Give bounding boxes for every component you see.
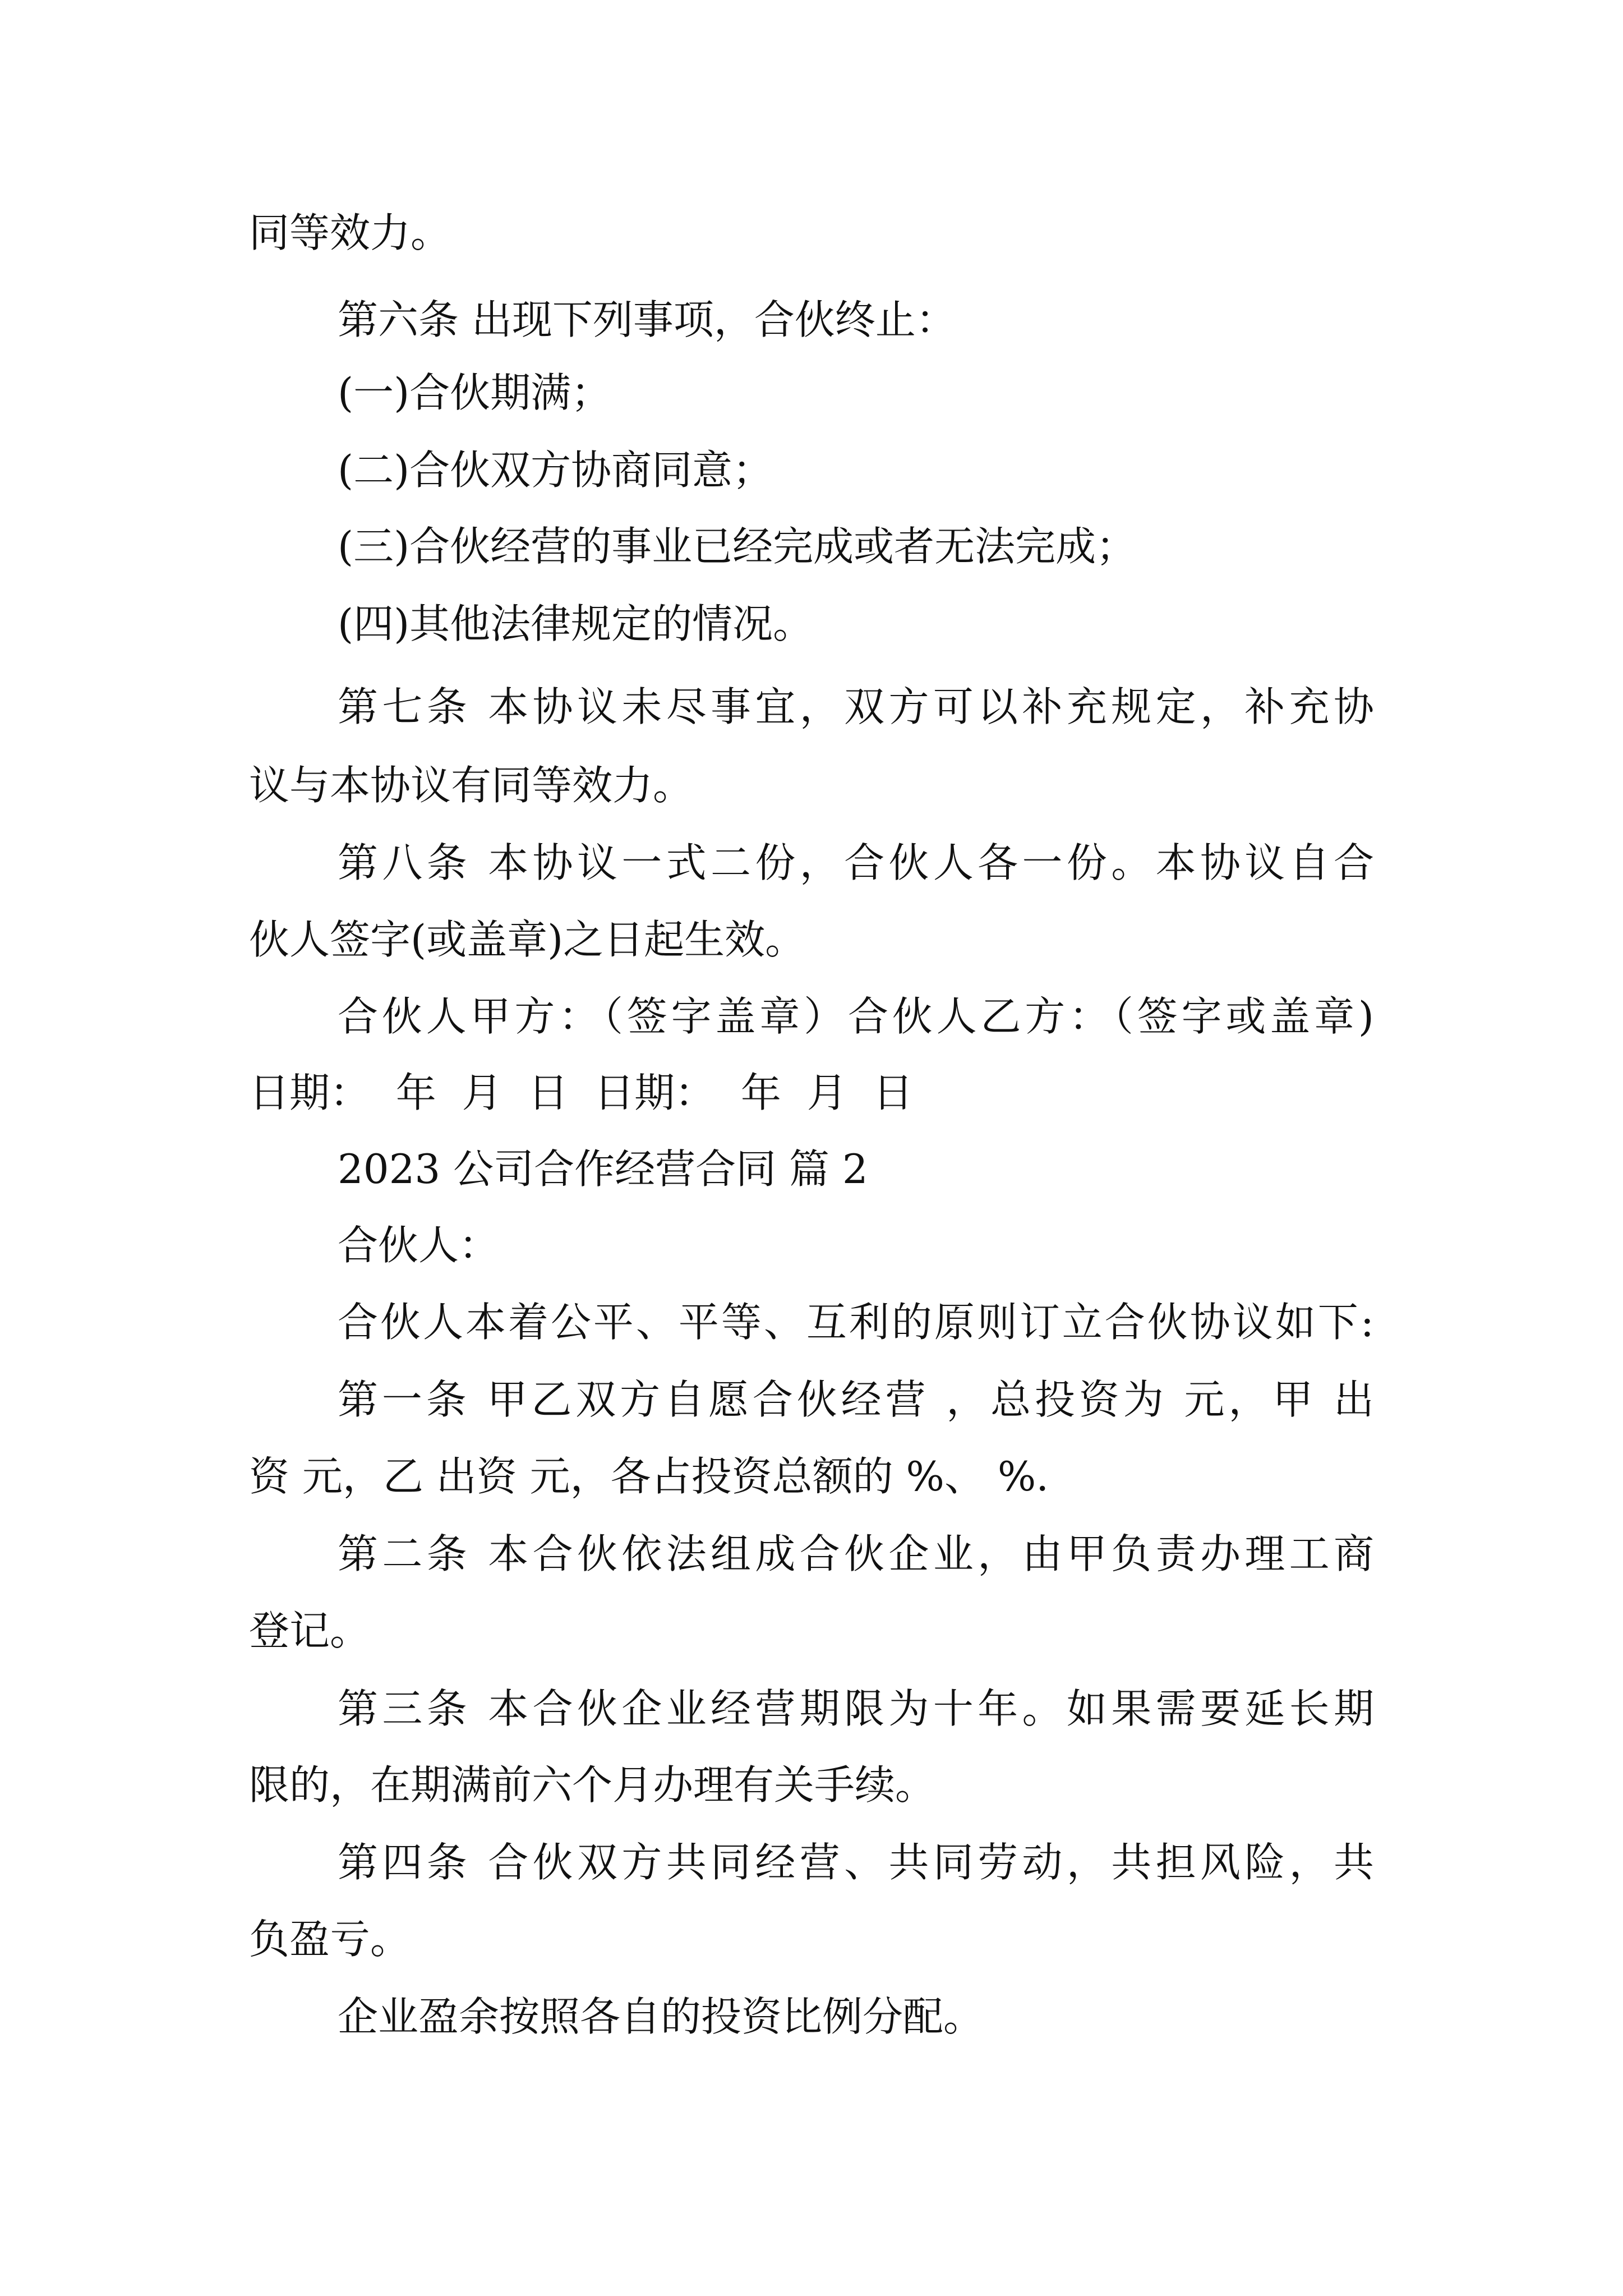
text-line: 同等效力。	[249, 209, 451, 256]
list-item: (三)合伙经营的事业已经完成或者无法完成；	[338, 523, 1137, 570]
article-4-line-1: 第四条 合伙双方共同经营、共同劳动，共担风险，共	[338, 1839, 1374, 1886]
article-8-line-1: 第八条 本协议一式二份，合伙人各一份。本协议自合	[338, 839, 1374, 886]
profit-distribution-line: 企业盈余按照各自的投资比例分配。	[338, 1993, 984, 2040]
list-item: (二)合伙双方协商同意；	[338, 447, 773, 494]
article-3-line-2: 限的，在期满前六个月办理有关手续。	[249, 1761, 936, 1809]
partners-label: 合伙人：	[338, 1222, 500, 1269]
article-7-line-2: 议与本协议有同等效力。	[249, 762, 694, 809]
article-6-heading: 第六条 出现下列事项，合伙终止：	[338, 296, 956, 343]
list-item: (一)合伙期满；	[338, 369, 612, 416]
preamble: 合伙人本着公平、平等、互利的原则订立合伙协议如下:	[338, 1299, 1374, 1346]
article-2-line-2: 登记。	[249, 1607, 371, 1654]
article-4-line-2: 负盈亏。	[249, 1916, 411, 1963]
article-1-line-1: 第一条 甲乙双方自愿合伙经营 ，总投资为 元，甲 出	[338, 1376, 1374, 1423]
date-line: 日期： 年 月 日 日期： 年 月 日	[249, 1069, 914, 1116]
signature-line: 合伙人甲方：（签字盖章）合伙人乙方：（签字或盖章)	[338, 993, 1374, 1040]
article-2-line-1: 第二条 本合伙依法组成合伙企业，由甲负责办理工商	[338, 1530, 1374, 1577]
article-7-line-1: 第七条 本协议未尽事宜，双方可以补充规定，补充协	[338, 683, 1374, 730]
article-1-line-2: 资 元，乙 出资 元，各占投资总额的 %、 %.	[249, 1453, 1049, 1500]
list-item: (四)其他法律规定的情况。	[338, 600, 814, 647]
article-3-line-1: 第三条 本合伙企业经营期限为十年。如果需要延长期	[338, 1685, 1374, 1732]
article-8-line-2: 伙人签字(或盖章)之日起生效。	[249, 916, 806, 963]
section-title: 2023 公司合作经营合同 篇 2	[338, 1145, 868, 1193]
